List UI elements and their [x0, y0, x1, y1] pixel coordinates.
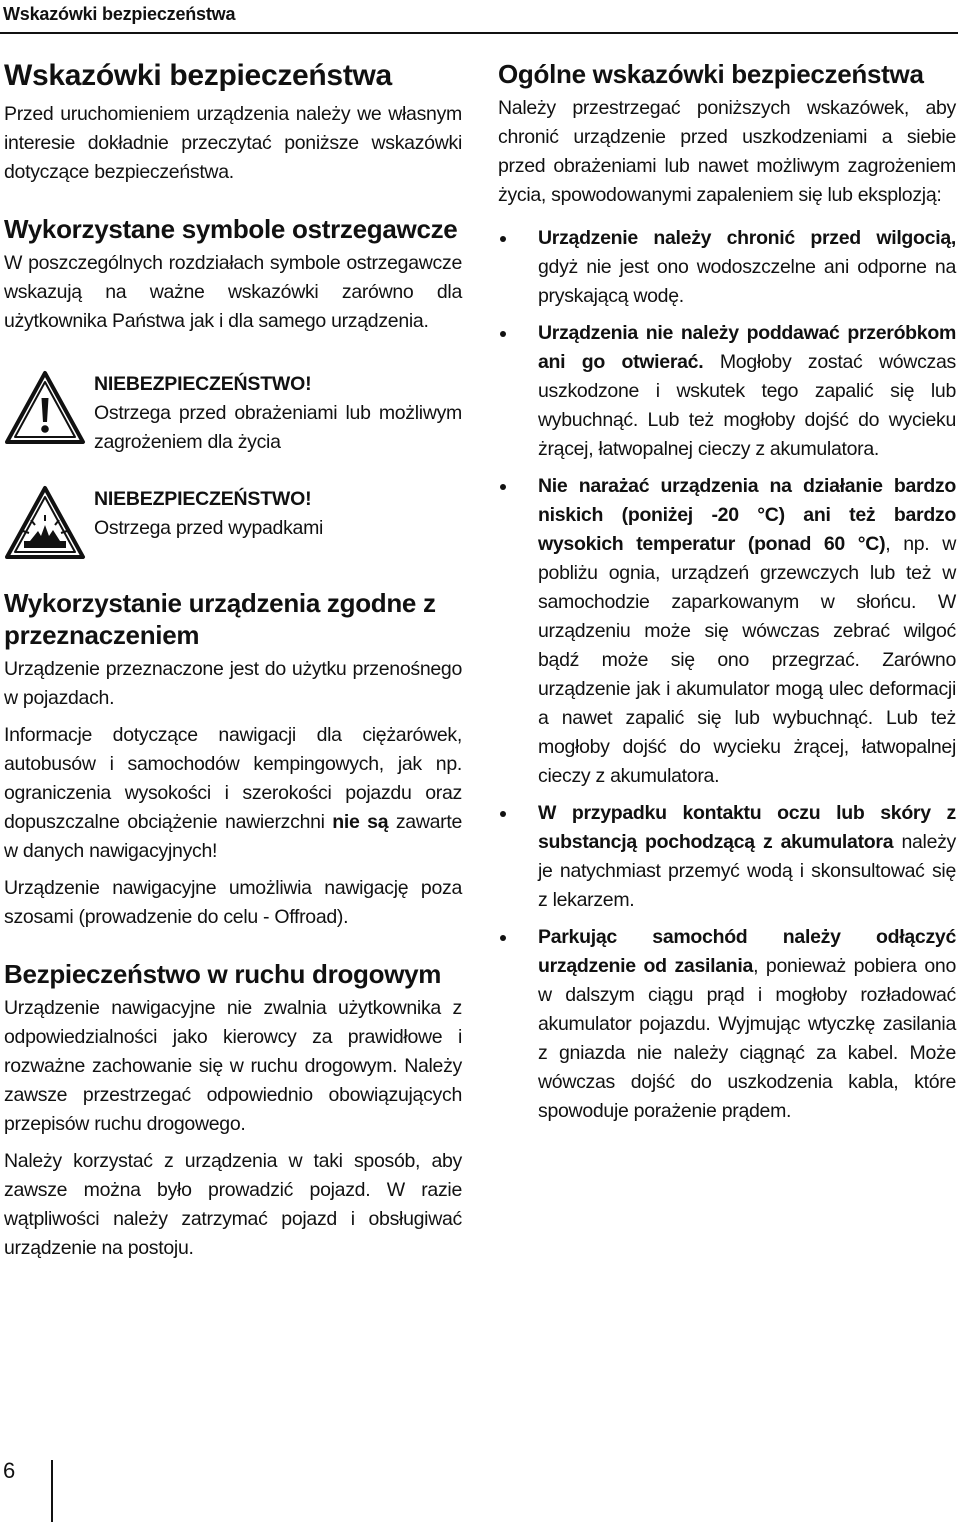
page-title: Wskazówki bezpieczeństwa [4, 59, 392, 92]
left-column [4, 50, 462, 1263]
emphasis-not-included: nie są [332, 811, 389, 833]
list-item: Parkując samochód należy odłączyć urządzenie od zasilania, ponieważ pobiera ono w dalszym ciągu prąd i mogłoby rozładować akumulator pojazdu. Wyjmując wtyczkę zasilania z gniazda nie należy ciągnąć za kabel. Może wówczas dojść do uszkodzenia kabla, które spowoduje porażenie prądem. [498, 923, 956, 1126]
warning-danger-life [4, 370, 462, 457]
list-item: Nie narażać urządzenia na działanie bardzo niskich (poniżej -20 °C) ani też bardzo wysokich temperatur (ponad 60 °C), np. w pobliżu ognia, urządzeń grzewczych lub też w samochodzie zaparkowanym w słońcu. W urządzeniu może się wówczas zebrać wilgoć bądź może się ono przegrzać. Zarówno urządzenie jak i akumulator mogą ulec deformacji a nawet zapalić się lub wybuchnąć. Lub też mogłoby dojść do wycieku żrącej, łatwopalnej cieczy z akumulatora. [498, 472, 956, 791]
usage-paragraph-3: Urządzenie nawigacyjne umożliwia nawigację poza szosami (prowadzenie do celu - Offroad). [4, 877, 462, 928]
explosion-triangle-icon [4, 485, 86, 561]
traffic-heading: Bezpieczeństwo w ruchu drogowym [4, 959, 442, 989]
symbols-paragraph: W poszczególnych rozdziałach symbole ostrzegawcze wskazują na ważne wskazówki zarówno dla użytkownika Państwa jak i dla samego urządzenia. [4, 252, 462, 332]
safety-list [498, 224, 956, 1126]
traffic-paragraph-2: Należy korzystać z urządzenia w taki sposób, aby zawsze można było prowadzić pojazd. W razie wątpliwości należy zatrzymać pojazd i obsługiwać urządzenie na postoju. [4, 1150, 462, 1259]
exclamation-triangle-icon [4, 370, 86, 446]
traffic-paragraph-1: Urządzenie nawigacyjne nie zwalnia użytkownika z odpowiedzialności jako kierowcy za prawidłowe i rozważne zachowanie się w ruchu drogowym. Należy zawsze przestrzegać odpowiednio obowiązujących przepisów ruchu drogowego. [4, 997, 462, 1135]
page-number: 6 [3, 1458, 16, 1483]
general-intro: Należy przestrzegać poniższych wskazówek, aby chronić urządzenie przed uszkodzeniami a siebie przed obrażeniami lub nawet możliwym zagrożeniem życia, spowodowanymi zapaleniem się lub eksplozją: [498, 97, 956, 206]
list-item: Urządzenia nie należy poddawać przeróbkom ani go otwierać. Mogłoby zostać wówczas uszkodzone i wskutek tego zapalić się lub wybuchnąć. Lub też mogłoby dojść do wycieku żrącej, łatwopalnej cieczy z akumulatora. [498, 319, 956, 464]
usage-heading: Wykorzystanie urządzenia zgodne z przeznaczeniem [4, 588, 436, 650]
warning-title: NIEBEZPIECZEŃSTWO! [94, 373, 312, 395]
symbols-heading: Wykorzystane symbole ostrzegawcze [4, 214, 458, 244]
warning-title: NIEBEZPIECZEŃSTWO! [94, 488, 312, 510]
warning-text: Ostrzega przed wypadkami [94, 517, 324, 539]
warning-accident [4, 485, 462, 561]
usage-paragraph-1: Urządzenie przeznaczone jest do użytku przenośnego w pojazdach. [4, 658, 462, 709]
page-header [0, 0, 960, 34]
page-number-rule [51, 1460, 53, 1522]
header-rule [0, 32, 958, 34]
warning-text: Ostrzega przed obrażeniami lub możliwym zagrożeniem dla życia [94, 402, 462, 453]
right-column [498, 50, 956, 1134]
general-heading: Ogólne wskazówki bezpieczeństwa [498, 59, 924, 89]
list-item: Urządzenie należy chronić przed wilgocią, gdyż nie jest ono wodoszczelne ani odporne na pryskającą wodę. [498, 224, 956, 311]
header-title: Wskazówki bezpieczeństwa [3, 4, 236, 24]
list-item: W przypadku kontaktu oczu lub skóry z substancją pochodzącą z akumulatora należy je natychmiast przemyć wodą i skonsultować się z lekarzem. [498, 799, 956, 915]
usage-paragraph-2: Informacje dotyczące nawigacji dla ciężarówek, autobusów i samochodów kempingowych, jak np. ograniczenia wysokości i szerokości pojazdu oraz dopuszczalne obciążenie nawierzchni nie są zawarte w danych nawigacyjnych! [4, 724, 463, 862]
intro-paragraph: Przed uruchomieniem urządzenia należy we własnym interesie dokładnie przeczytać poniższe wskazówki dotyczące bezpieczeństwa. [4, 103, 462, 183]
